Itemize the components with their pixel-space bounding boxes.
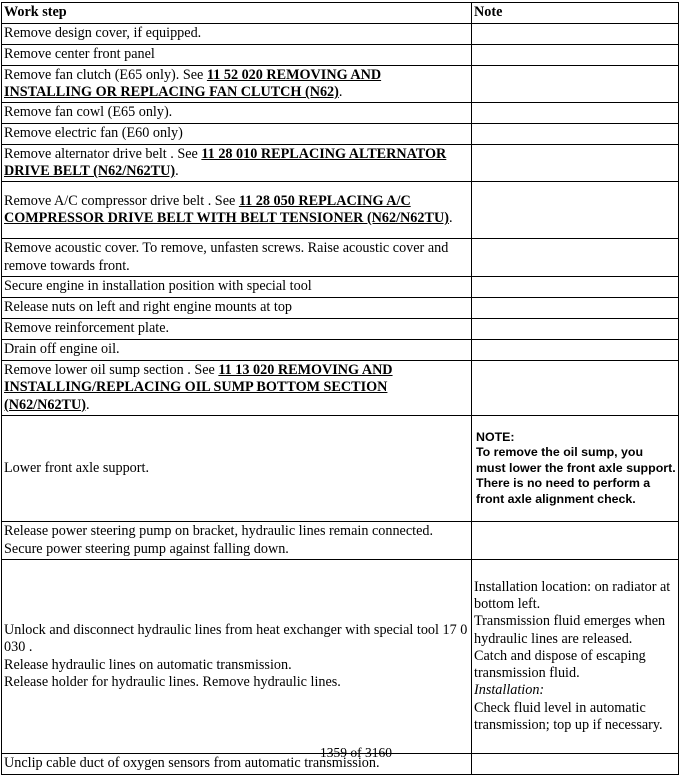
step-text: Remove alternator drive belt . See — [4, 145, 202, 162]
note-cell — [472, 361, 679, 416]
table-row — [2, 522, 679, 560]
table-row — [2, 361, 679, 416]
step-cell: Lower front axle support. — [2, 416, 472, 522]
step-cell: Unclip cable duct of oxygen sensors from automatic transmission. — [2, 754, 472, 775]
table-row — [2, 24, 679, 45]
note-text: Catch and dispose of escaping transmission fluid. — [474, 647, 646, 682]
procedure-reference-link[interactable]: 11 52 020 REMOVING AND INSTALLING OR REPLACING FAN CLUTCH (N62) — [4, 66, 382, 100]
note-cell — [472, 124, 679, 145]
step-text: Remove fan clutch (E65 only). See — [4, 66, 207, 83]
table-row — [2, 103, 679, 124]
step-text-end: . — [338, 84, 343, 100]
table-row — [2, 66, 679, 103]
note-text: There is no need to perform a front axle alignment check. — [476, 476, 651, 506]
table-header-row — [2, 3, 679, 24]
step-cell: Remove electric fan (E60 only) — [2, 124, 472, 145]
step-cell: Drain off engine oil. — [2, 340, 472, 361]
note-cell — [472, 24, 679, 45]
note-cell — [472, 277, 679, 298]
step-text: Remove lower oil sump section . See — [4, 362, 219, 379]
step-cell: Release nuts on left and right engine mounts at top — [2, 298, 472, 319]
step-cell — [2, 182, 472, 239]
note-cell — [472, 103, 679, 124]
note-text: To remove the oil sump, you must lower the front axle support. — [476, 445, 676, 475]
procedure-reference-link[interactable]: 11 28 050 REPLACING A/C COMPRESSOR DRIVE BELT WITH BELT TENSIONER (N62/N62TU) — [4, 192, 449, 226]
header-work-step: Work step — [2, 3, 472, 24]
step-text: Release holder for hydraulic lines. Remove hydraulic lines. — [4, 673, 341, 690]
note-text: Check fluid level in automatic transmission; top up if necessary. — [474, 699, 663, 733]
step-cell — [2, 66, 472, 103]
step-text-end: . — [85, 396, 90, 413]
step-cell — [2, 560, 472, 754]
note-cell — [472, 340, 679, 361]
table-row — [2, 340, 679, 361]
note-cell — [472, 66, 679, 103]
table-row — [2, 145, 679, 182]
step-cell — [2, 361, 472, 416]
procedure-reference-link[interactable]: 11 28 010 REPLACING ALTERNATOR DRIVE BELT (N62/N62TU) — [4, 145, 447, 179]
step-text: Remove A/C compressor drive belt . See — [4, 192, 239, 209]
table-row — [2, 277, 679, 298]
step-text: Release hydraulic lines on automatic transmission. — [4, 656, 292, 673]
table-row — [2, 298, 679, 319]
step-cell: Release power steering pump on bracket, hydraulic lines remain connected. Secure power steering pump against falling down. — [2, 522, 472, 560]
step-text: Unlock and disconnect hydraulic lines from heat exchanger with special tool 17 0 030 . — [4, 622, 468, 656]
step-cell: Remove design cover, if equipped. — [2, 24, 472, 45]
step-cell: Remove fan cowl (E65 only). — [2, 103, 472, 124]
step-cell: Remove acoustic cover. To remove, unfasten screws. Raise acoustic cover and remove towards front. — [2, 239, 472, 277]
note-text: Transmission fluid emerges when hydraulic lines are released. — [474, 613, 666, 647]
note-cell — [472, 298, 679, 319]
note-cell — [472, 522, 679, 560]
note-title: NOTE: — [476, 429, 515, 444]
step-cell — [2, 145, 472, 182]
installation-heading: Installation: — [474, 682, 545, 699]
page-number: 1359 of 3160 — [320, 745, 392, 760]
note-cell — [472, 239, 679, 277]
header-note: Note — [472, 3, 679, 24]
table-row — [2, 416, 679, 522]
table-row — [2, 560, 679, 754]
table-row — [2, 124, 679, 145]
table-row — [2, 319, 679, 340]
table-row — [2, 182, 679, 239]
note-cell — [472, 319, 679, 340]
work-steps-table — [1, 2, 679, 775]
note-cell — [472, 182, 679, 239]
step-cell: Remove center front panel — [2, 45, 472, 66]
step-text-end: . — [448, 210, 453, 226]
step-cell: Remove reinforcement plate. — [2, 319, 472, 340]
procedure-reference-link[interactable]: 11 13 020 REMOVING AND INSTALLING/REPLACING OIL SUMP BOTTOM SECTION (N62/N62TU) — [4, 362, 393, 413]
step-cell: Secure engine in installation position with special tool — [2, 277, 472, 298]
note-cell — [472, 145, 679, 182]
note-cell — [472, 560, 679, 754]
table-row — [2, 239, 679, 277]
table-row — [2, 45, 679, 66]
note-cell — [472, 45, 679, 66]
note-text: Installation location: on radiator at bottom left. — [474, 579, 671, 613]
step-text-end: . — [175, 163, 179, 179]
note-cell — [472, 416, 679, 522]
